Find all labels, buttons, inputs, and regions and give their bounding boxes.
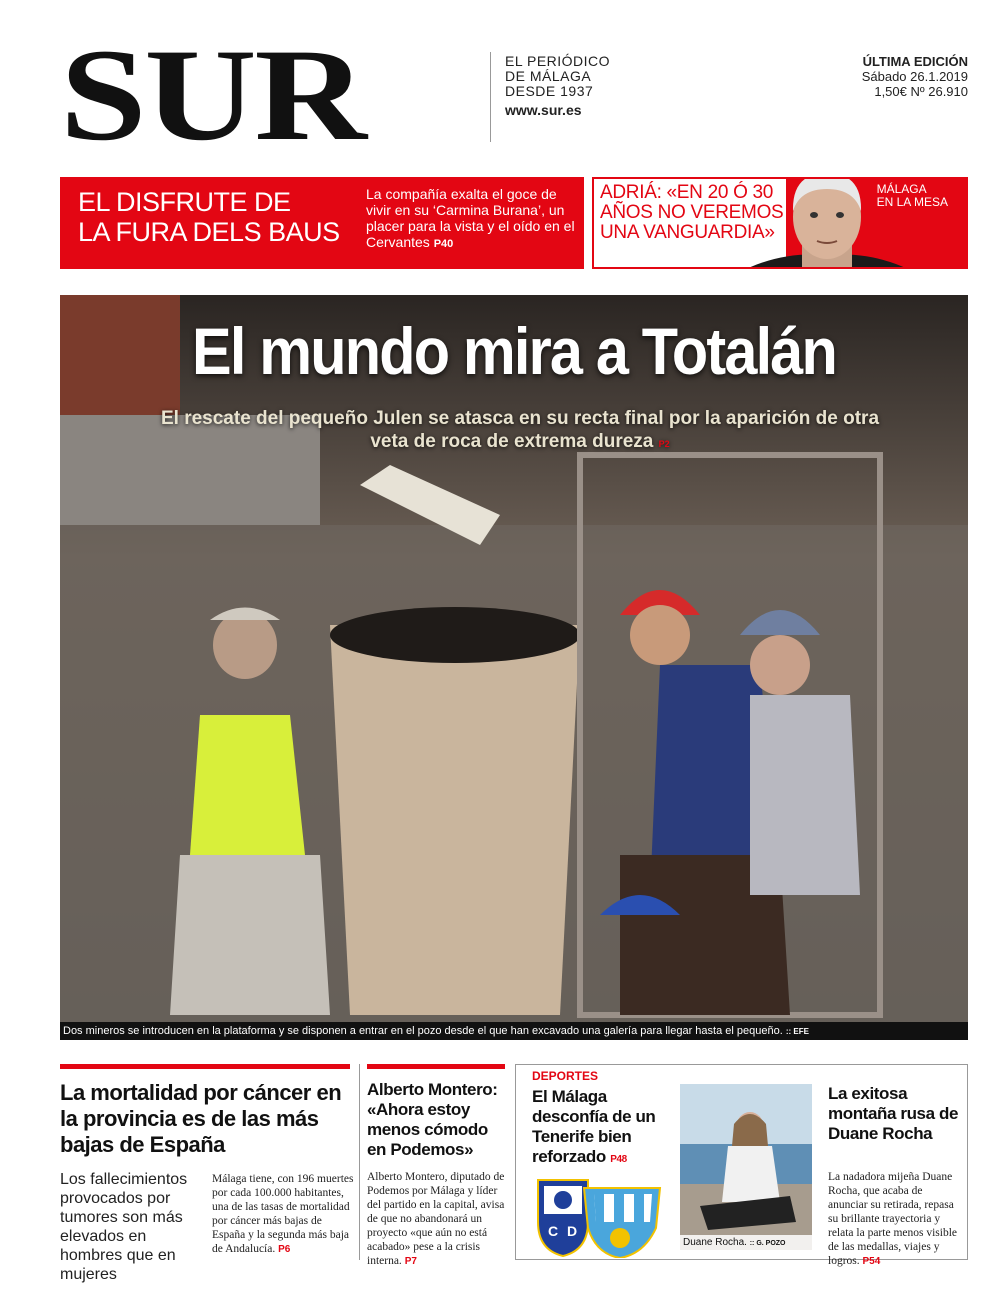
teaser-fura-body — [366, 186, 576, 252]
teaser-adria-headline-line-1: ADRIÁ: «EN 20 Ó 30 — [600, 182, 774, 203]
column-divider-1 — [359, 1064, 360, 1260]
story-montero-headline[interactable]: Alberto Montero: «Ahora estoy menos cómodo en Podemos» — [367, 1080, 498, 1159]
sports-section-label[interactable]: DEPORTES — [532, 1069, 599, 1083]
rocha-photo-caption — [680, 1235, 812, 1250]
rocha-caption-credit: :: G. POZO — [749, 1240, 786, 1247]
edition-date: Sábado 26.1.2019 — [861, 69, 968, 84]
teaser-fura-body-text: La compañía exalta el goce de vivir en su ‘Carmina Burana’, un placer para la vista y el oído en el Cervantes — [366, 186, 575, 250]
main-caption-text: Dos mineros se introducen en la plataforma y se disponen a entrar en el pozo desde el que han excavado una galería para llegar hasta el pequeño. — [63, 1025, 783, 1037]
tagline-line-3: DESDE 1937 — [505, 83, 594, 99]
teaser-fura-headline-line-1: EL DISFRUTE DE — [78, 187, 291, 217]
svg-text:C: C — [548, 1223, 559, 1239]
main-caption-credit: :: EFE — [785, 1027, 809, 1036]
story-rocha-page-ref: P54 — [862, 1256, 881, 1267]
rocha-image — [680, 1084, 812, 1250]
story-cancer-accent-bar — [60, 1064, 350, 1069]
main-story-photo[interactable] — [60, 295, 968, 1040]
teaser-fura-dels-baus[interactable] — [60, 177, 584, 269]
story-cancer-body-text: Málaga tiene, con 196 muertes por cada 100.000 habitantes, una de las tasas de mortalidad por cáncer más bajas de España y la segunda más baja de Andalucía. — [212, 1173, 354, 1255]
main-page-ref: P2 — [658, 439, 670, 449]
story-rocha-body — [828, 1170, 962, 1269]
teaser-adria-section-line-1: MÁLAGA — [876, 182, 927, 196]
story-montero-page-ref: P7 — [404, 1256, 417, 1267]
story-montero-accent-bar — [367, 1064, 505, 1069]
tagline-line-1: EL PERIÓDICO — [505, 53, 611, 69]
newspaper-logo[interactable]: SUR — [60, 21, 365, 168]
story-malaga-headline-text: El Málaga desconfía de un Tenerife bien reforzado — [532, 1087, 656, 1166]
main-headline[interactable]: El mundo mira a Totalán — [191, 314, 836, 388]
website-link[interactable]: www.sur.es — [505, 102, 582, 118]
story-rocha-headline[interactable]: La exitosa montaña rusa de Duane Rocha — [828, 1084, 959, 1143]
story-cancer-subhead: Los fallecimientos provocados por tumores son más elevados en hombres que en mujeres — [60, 1171, 188, 1283]
teaser-adria-section — [877, 183, 948, 209]
club-crests-image — [534, 1172, 664, 1258]
tagline-line-2: DE MÁLAGA — [505, 68, 592, 84]
story-montero-body — [367, 1170, 505, 1269]
teaser-fura-page-ref: P40 — [433, 238, 454, 250]
rocha-photo[interactable] — [680, 1084, 812, 1250]
main-photo-caption — [60, 1022, 968, 1040]
story-cancer-body — [212, 1172, 356, 1257]
story-montero-body-text: Alberto Montero, diputado de Podemos por Málaga y líder del partido en la capital, avisa de que no abandonará un proyecto «que aún no está acabado» pese a la crisis interna. — [367, 1171, 505, 1267]
story-malaga-headline[interactable] — [532, 1087, 672, 1170]
teaser-adria-headline-line-2: AÑOS NO VEREMOS — [600, 202, 784, 223]
masthead-tagline — [505, 54, 610, 118]
story-cancer-page-ref: P6 — [278, 1244, 291, 1255]
teaser-fura-headline — [78, 187, 348, 247]
edition-title: ÚLTIMA EDICIÓN — [862, 54, 968, 69]
edition-info — [862, 54, 968, 99]
edition-price-number: 1,50€ Nº 26.910 — [874, 84, 968, 99]
story-rocha-body-text: La nadadora mijeña Duane Rocha, que acaba de anunciar su retirada, repasa su brillante trayectoria y relata la parte menos visible de las medallas, viajes y logros. — [828, 1171, 958, 1267]
main-subheadline — [140, 407, 900, 456]
story-cancer-headline[interactable]: La mortalidad por cáncer en la provincia es de las más bajas de España — [60, 1080, 342, 1157]
svg-text:D: D — [567, 1223, 578, 1239]
story-malaga-page-ref: P48 — [610, 1154, 627, 1165]
teaser-fura-headline-line-2: LA FURA DELS BAUS — [78, 217, 340, 247]
teaser-adria[interactable] — [592, 177, 968, 269]
rocha-caption-text: Duane Rocha. — [683, 1237, 747, 1248]
main-subheadline-text: El rescate del pequeño Julen se atasca en su recta final por la aparición de otra veta de roca de extrema dureza — [160, 408, 880, 452]
teaser-adria-section-line-2: EN LA MESA — [876, 195, 948, 209]
masthead-divider — [490, 52, 491, 142]
teaser-adria-headline-line-3: UNA VANGUARDIA» — [600, 222, 775, 243]
